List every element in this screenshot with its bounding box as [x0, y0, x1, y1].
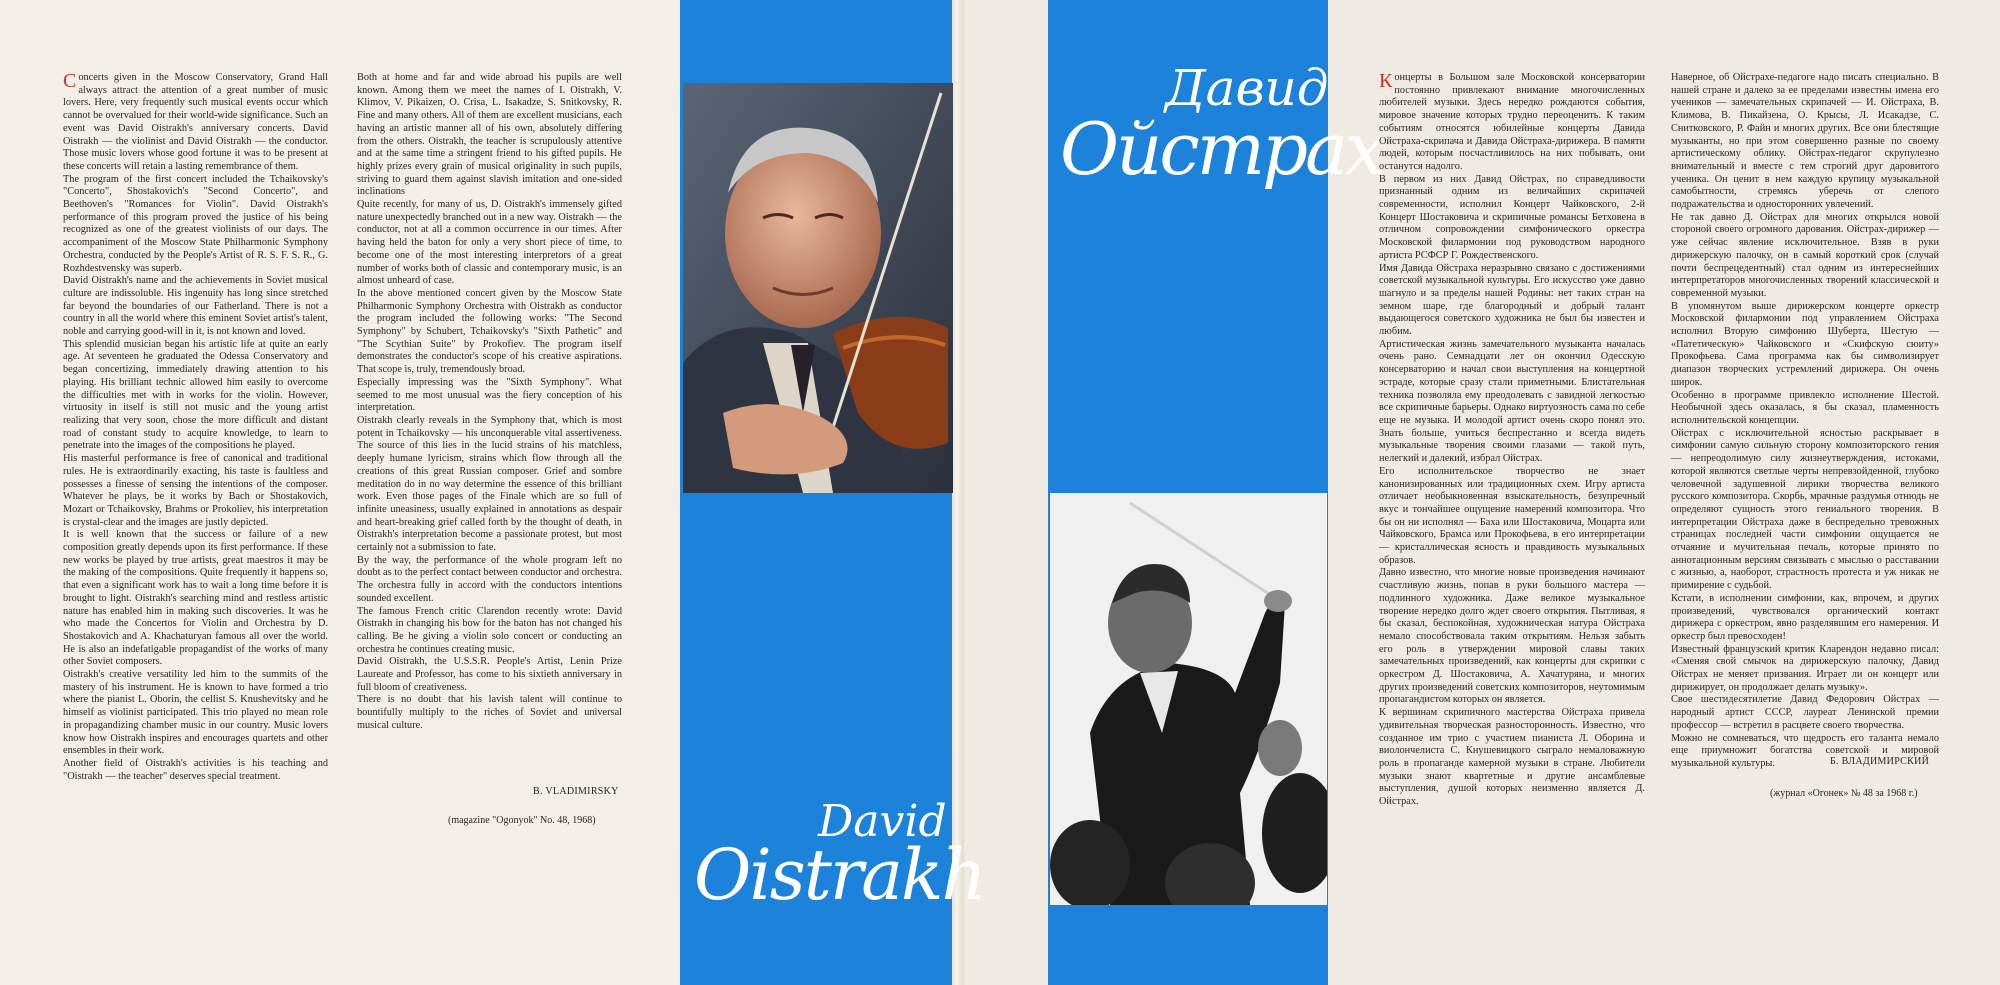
cover-title-latin-first: David	[818, 796, 947, 847]
russian-column-1	[1379, 72, 1645, 809]
english-column-2	[357, 72, 622, 733]
violinist-portrait-illustration	[683, 83, 953, 493]
english-signature: B. VLADIMIRSKY	[533, 786, 619, 797]
english-column-1	[63, 72, 328, 783]
cover-title-latin-last: Oistrakh	[694, 834, 985, 916]
english-column-1-text: oncerts given in the Moscow Conservatory, Grand Hall always attract the attention of a great number of music lovers. Here, very frequently such musical events occur which cannot be overvalued for their world-wide significance. Such an event was David Oistrakh's anniversary concerts. David Oistrakh — the violinist and David Oistrakh — the conductor. Those music lovers whose good fortune it was to be present at these concerts will retain a lasting remembrance of them. The program of the first concert included the Tchaikovsky's "Concerto", Shostakovich's "Second Concerto", and Beethoven's "Romances for Violin". David Oistrakh's performance of this program proved the justice of his being recognized as one of the greatest violinists of our days. The accompaniment of the Moscow State Philharmonic Symphony Orchestra, conducted by the People's Artist of R. S. F. S. R., G. Rozhdestvensky was superb. David Oistrakh's name and the achievements in Soviet musical culture are indissoluble. His ingenuity has long since stretched far beyond the boundaries of our Fatherland. There is not a country in all the world where this eminent Soviet artist's talent, noble and carrying good-will in it, is not known and loved. This splendid musician began his artistic life at quite an early age. At seventeen he graduated the Odessa Conservatory and began concertizing, immediately drawing attention to his playing. His brilliant technic allowed him easily to overcome the difficulties met with in works for the violin. However, virtuosity in itself is still not music and the young artist realizing that very soon, chose the more difficult and distant road of constant study to acquire knowledge, to learn to penetrate into the images of the compositions he played. His masterful performance is free of canonical and traditional rules. He is extraordinarily exacting, his taste is faultless and possesses a finesse of sensing the intentions of the composer. Whatever he plays, be it works by Bach or Shostakovich, Mozart or Tchaikovsky, Brahms or Prokoliev, his interpretation is crystal-clear and the images are justly depicted. It is well known that the success or failure of a new composition greatly depends upon its first performance. If these new works be played by true artists, great maestros it may be the making of the compositions. Quite frequently it happens so, that even a significant work has to wait a long time before it is brought to light. Oistrakh's searching mind and restless artistic nature has enabled him in making such discoveries. It was he who made the Concertos for Violin and Orchestra by D. Shostakovich and A. Khachaturyan famous all over the world. He is also an indefatigable propagandist of the works of many other Soviet composers. Oistrakh's creative versatility led him to the summits of the mastery of his instrument. He is known to have formed a trio where the pianist L. Oborin, the cellist S. Knushevitsky and he himself as violinist participated. This trio played no mean role in propagandizing chamber music in our country. Music lovers know how Oistrakh inspires and encourages quartets and other ensembles in their work. Another field of Oistrakh's activities is his teaching and "Oistrakh — the teacher" deserves special treatment.	[63, 72, 328, 782]
russian-source: (журнал «Огонек» № 48 за 1968 г.)	[1770, 788, 1918, 799]
conductor-illustration	[1050, 493, 1327, 905]
cover-title-cyrillic	[1060, 55, 1383, 205]
english-column-2-text: Both at home and far and wide abroad his pupils are well known. Among them we meet the names of I. Oistrakh, V. Klimov, V. Pikaizen, O. Crisa, L. Isakadze, S. Snitkovsky, R. Fine and many others. All of them are excellent musicians, each having an artistic manner all of his own, absolutely differing from the others. Oistrakh, the teacher is scrupulously attentive and at the same time a stringent friend to his gifted pupils. He highly prizes every grain of musical originality in such pupils, striving to guard them against slavish imitation and one-sided inclinations Quite recently, for many of us, D. Oistrakh's immensely gifted nature unexpectedly branched out in a new way. Oistrakh — the conductor, not at all a common occurrence in our times. After having held the baton for only a very short piece of time, to become one of the most interesting interpretors of a great number of works both of classic and contemporary music, is an almost unheard of case. In the above mentioned concert given by the Moscow State Philharmonic Symphony Orchestra with Oistrakh as conductor the program included the following works: "The Second Symphony" by Schubert, Tchaikovsky's "Sixth Pathetic" and "The Scythian Suite" by Prokofiev. The program itself demonstrates the conductor's scope of his creative aspirations. That scope is, truly, tremendously broad. Especially impressing was the "Sixth Symphony". What seemed to me most unusual was the fiery conception of his interpretation. Oistrakh clearly reveals in the Symphony that, which is most potent in Tchaikovsky — his unconquerable vital assertiveness. The source of this lies in the lucid strains of his matchless, deeply humane lyricism, strains which flow through all the creations of this great Russian composer. Grief and sombre meditation do in no way determine the essence of this brilliant work. Even those pages of the Finale which are so full of infinite uneasiness, usually explained in annotations as despair and heart-breaking grief called forth by the thought of death, in Oistrakh's interpretation become a passionate protest, but most certainly not a submission to fate. By the way, the performance of the whole program left no doubt as to the perfect contact between conductor and orchestra. The orchestra fully in accord with the conductors intentions sounded excellent. The famous French critic Clarendon recently wrote: David Oistrakh in changing his bow for the baton has not changed his calling. Be he giving a violin solo concert or conducting an orchestra he continues creating music. David Oistrakh, the U.S.S.R. People's Artist, Lenin Prize Laureate and Professor, has come to his sixtieth anniversary in full bloom of creativeness. There is no doubt that his lavish talent will continue to bountifully multiply to the riches of Soviet and universal musical culture.	[357, 72, 622, 731]
russian-dropcap: К	[1379, 70, 1393, 92]
russian-signature: Б. ВЛАДИМИРСКИЙ	[1830, 756, 1930, 767]
cover-title-latin	[690, 796, 985, 930]
violinist-portrait-photo	[683, 83, 953, 493]
russian-column-2-text: Наверное, об Ойстрахе-педагоге надо писать специально. В нашей стране и далеко за ее пределами известны имена его учеников — замечательных скрипачей — И. Ойстраха, В. Климова, В. Пикайзена, О. Крысы, Л. Исакадзе, С. Снитковского, Р. Файн и многих других. Все они блестящие музыканты, но при этом совершенно разные по своему артистическому облику. Ойстрах-педагог скрупулезно внимательный и вместе с тем строгий друг даровитого ученика. Он ценит в нем каждую крупицу музыкальной самобытности, стремясь уберечь от слепого подражательства и односторонних увлечений. Не так давно Д. Ойстрах для многих открылся новой стороной своего огромного дарования. Ойстрах-дирижер — уже сейчас явление исключительное. Взяв в руки дирижерскую палочку, он в самый короткий срок (случай почти беспрецедентный) стал одним из интереснейших интерпретаторов многочисленных творений классической и современной музыки. В упомянутом выше дирижерском концерте оркестр Московской филармонии под управлением Ойстраха исполнил Вторую симфонию Шуберта, Шестую — «Патетическую» Чайковского и «Скифскую сюиту» Прокофьева. Сама программа как бы символизирует диапазон творческих устремлений дирижера. Он очень широк. Особенно в программе привлекло исполнение Шестой. Необычной здесь оказалась, я бы сказал, пламенность исполнительской концепции. Ойстрах с исключительной ясностью раскрывает в симфонии самую сильную сторону композиторского гения — непреодолимую силу жизнеутверждения, истоками, которой являются светлые черты непревзойденной, глубоко человечной задушевной лирики творчества великого русского композитора. Скорбь, мрачные раздумья отнюдь не определяют сущность этого гениального творения. В интерпретации Ойстраха даже в беспредельно тревожных страницах последней части симфонии ощущается не отчаяние и мучительная печаль, которые принято по аннотационным версиям связывать с мыслью о расставании с жизнью, а, наоборот, страстность протеста и уж никак не примирение с судьбой. Кстати, в исполнении симфонии, как, впрочем, и других произведений, чувствовался органический контакт дирижера с оркестром, явно разделявшим его намерения. И оркестр был превосходен! Известный французский критик Кларендон недавно писал: «Сменяя свой смычок на дирижерскую палочку, Давид Ойстрах не меняет призвания. Играет ли он концерт или дирижирует, он продолжает делать музыку». Свое шестидесятилетие Давид Федорович Ойстрах — народный артист СССР, лауреат Ленинской премии профессор — встретил в расцвете своего творчества. Можно не сомневаться, что щедрость его таланта немало еще приумножит богатства советской и мировой музыкальной культуры.	[1671, 72, 1939, 769]
russian-column-1-text: онцерты в Большом зале Московской консерватории постоянно привлекают внимание многочисленных любителей музыки. Здесь нередко рождаются события, мировое значение которых трудно переоценить. К таким событиям относятся юбилейные концерты Давида Ойстраха-скрипача и Давида Ойстраха-дирижера. В памяти людей, которым посчастливилось на них побывать, они останутся надолго. В первом из них Давид Ойстрах, по справедливости признанный одним из величайших скрипачей современности, исполнил Концерт Чайковского, 2-й Концерт Шостаковича и скрипичные романсы Бетховена в отличном сопровождении симфонического оркестра Московской филармонии под руководством народного артиста РСФСР Г. Рождественского. Имя Давида Ойстраха неразрывно связано с достижениями советской музыкальной культуры. Его искусство уже давно шагнуло и за пределы нашей Родины: нет таких стран на земном шаре, где благородный и добрый талант выдающегося советского художника не был бы известен и любим. Артистическая жизнь замечательного музыканта началась очень рано. Семнадцати лет он окончил Одесскую консерваторию и начал свои выступления на концертной эстраде, которые сразу стали приметными. Блистательная техника позволяла ему преодолевать с завидной легкостью все скрипичные барьеры. Однако виртуозность сама по себе еще не музыка. И молодой артист очень скоро понял это. Знать больше, учиться беспрестанно и всегда видеть музыкальные творения своими глазами — такой путь, нелегкий и далекий, избрал Ойстрах. Его исполнительское творчество не знает канонизированных или традиционных схем. Игру артиста отличает необыкновенная взыскательность, безупречный вкус и тончайшее ощущение намерений композитора. Что бы он ни исполнял — Баха или Шостаковича, Моцарта или Чайковского, Брамса или Прокофьева, в его интерпретации — кристаллическая ясность и правдивость музыкальных образов. Давно известно, что многие новые произведения начинают счастливую жизнь, попав в руки большого мастера — подлинного художника. Даже великое музыкальное творение нередко долго ждет своего открытия. Пытливая, я бы сказал, беспокойная, художническая натура Ойстраха немало способствовала таким открытиям. Нельзя забыть его роль в утверждении мировой славы таких замечательных произведений, как концерты для скрипки с оркестром Д. Шостаковича, А. Хачатуряна, и многих других произведений советских композиторов, неутомимым пропагандистом которых он является. К вершинам скрипичного мастерства Ойстраха привела удивительная творческая разносторонность. Известно, что созданное им трио с участием пианиста Л. Оборина и виолончелиста С. Кнушевицкого сыграло немаловажную роль в пропаганде камерной музыки в стране. Любители музыки знают квартетные и другие ансамблевые выступления, душой которых неизменно является Д. Ойстрах.	[1379, 72, 1645, 808]
conductor-photo	[1050, 493, 1327, 905]
russian-column-2	[1671, 72, 1939, 771]
cover-title-cyrillic-last: Ойстрах	[1060, 107, 1383, 191]
english-source: (magazine "Ogonyok" No. 48, 1968)	[448, 815, 596, 826]
cover-title-cyrillic-first: Давид	[1165, 59, 1329, 117]
english-dropcap: C	[63, 70, 77, 92]
